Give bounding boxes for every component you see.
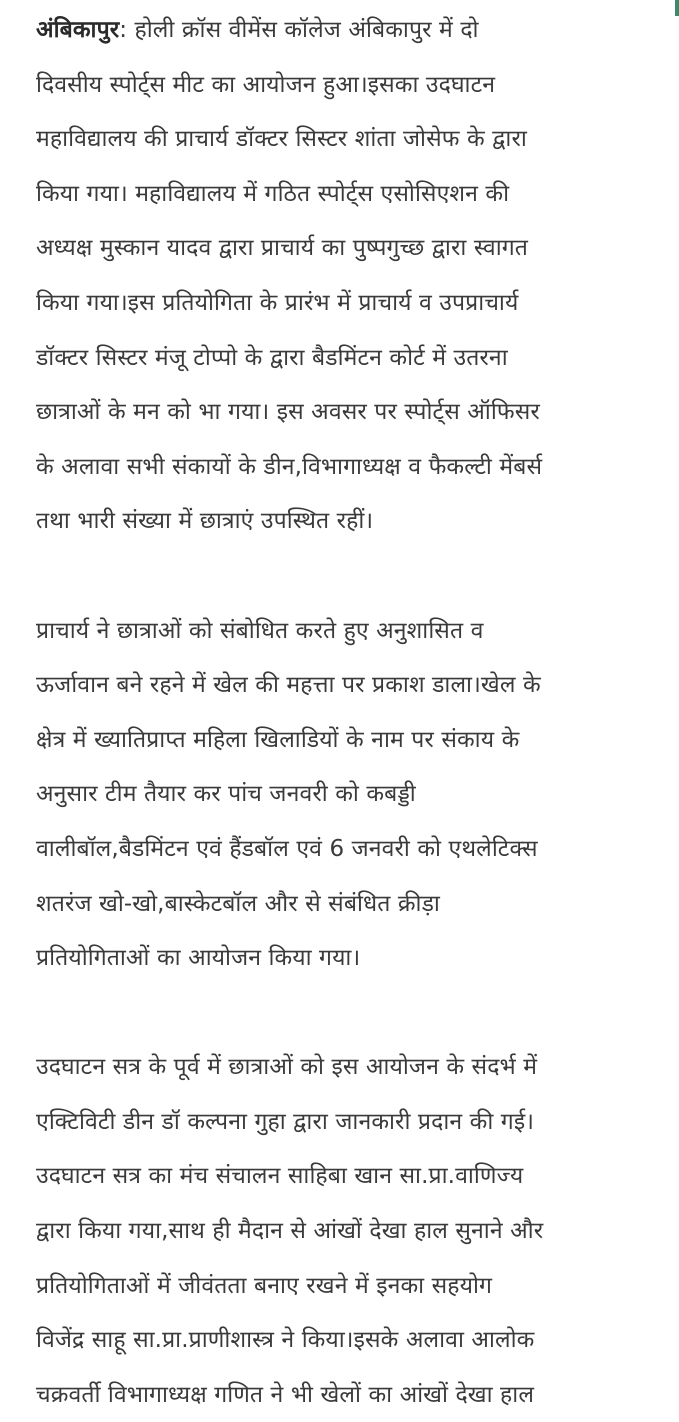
article-line: उदघाटन सत्र का मंच संचालन साहिबा खान सा.प्रा.वाणिज्य — [36, 1163, 524, 1190]
article-line: प्रतियोगिताओं में जीवंतता बनाए रखने में इनका सहयोग — [36, 1272, 493, 1299]
article-line: विजेंद्र साहू सा.प्रा.प्राणीशास्त्र ने किया।इसके अलावा आलोक — [36, 1327, 535, 1354]
paragraph-spacer — [36, 549, 676, 604]
article-line: प्राचार्य ने छात्राओं को संबोधित करते हुए अनुशासित व — [36, 617, 484, 644]
dateline-place: अंबिकापुर — [36, 17, 120, 43]
article-line: उदघाटन सत्र के पूर्व में छात्राओं को इस आयोजन के संदर्भ में — [36, 1054, 538, 1081]
article-line: ऊर्जावान बने रहने में खेल की महत्ता पर प्रकाश डाला।खेल के — [36, 672, 541, 699]
article-line-text: : होली क्रॉस वीमेंस कॉलेज अंबिकापुर में दो — [119, 17, 479, 43]
article-paragraph-3 — [36, 1040, 676, 1422]
article-line: किया गया।इस प्रतियोगिता के प्रारंभ में प्राचार्य व उपप्राचार्य — [36, 289, 519, 316]
article-paragraph-2 — [36, 604, 676, 986]
article-line: शतरंज खो-खो,बास्केटबॉल और से संबंधित क्रीड़ा — [36, 890, 440, 917]
article-line: चक्रवर्ती विभागाध्यक्ष गणित ने भी खेलों का आंखों देखा हाल — [36, 1381, 535, 1408]
article-line: अध्यक्ष मुस्कान यादव द्वारा प्राचार्य का पुष्पगुच्छ द्वारा स्वागत — [36, 235, 529, 262]
article-line: अनुसार टीम तैयार कर पांच जनवरी को कबड्डी — [36, 781, 416, 808]
article-line — [36, 0, 676, 58]
article-line: किया गया। महाविद्यालय में गठित स्पोर्ट्स एसोसिएशन की — [36, 180, 510, 207]
article-line: प्रतियोगिताओं का आयोजन किया गया। — [36, 945, 361, 972]
article-line: दिवसीय स्पोर्ट्स मीट का आयोजन हुआ।इसका उदघाटन — [36, 71, 496, 98]
article-line: के अलावा सभी संकायों के डीन,विभागाध्यक्ष व फैकल्टी मेंबर्स — [36, 453, 543, 480]
article-paragraph-1 — [36, 0, 676, 549]
article-line: डॉक्टर सिस्टर मंजू टोप्पो के द्वारा बैडमिंटन कोर्ट में उतरना — [36, 344, 508, 371]
article-line: छात्राओं के मन को भा गया। इस अवसर पर स्पोर्ट्स ऑफिसर — [36, 399, 540, 426]
paragraph-spacer — [36, 986, 676, 1041]
news-article-body — [36, 0, 676, 1422]
article-line: वालीबॉल,बैडमिंटन एवं हैंडबॉल एवं 6 जनवरी को एथलेटिक्स — [36, 835, 538, 862]
article-line: द्वारा किया गया,साथ ही मैदान से आंखों देखा हाल सुनाने और — [36, 1218, 544, 1245]
article-line: महाविद्यालय की प्राचार्य डॉक्टर सिस्टर शांता जोसेफ के द्वारा — [36, 126, 527, 153]
article-line: तथा भारी संख्या में छात्राएं उपस्थित रहीं। — [36, 508, 374, 535]
article-line: एक्टिविटी डीन डॉ कल्पना गुहा द्वारा जानकारी प्रदान की गई। — [36, 1108, 535, 1135]
article-line: क्षेत्र में ख्यातिप्राप्त महिला खिलाडियों के नाम पर संकाय के — [36, 726, 520, 753]
